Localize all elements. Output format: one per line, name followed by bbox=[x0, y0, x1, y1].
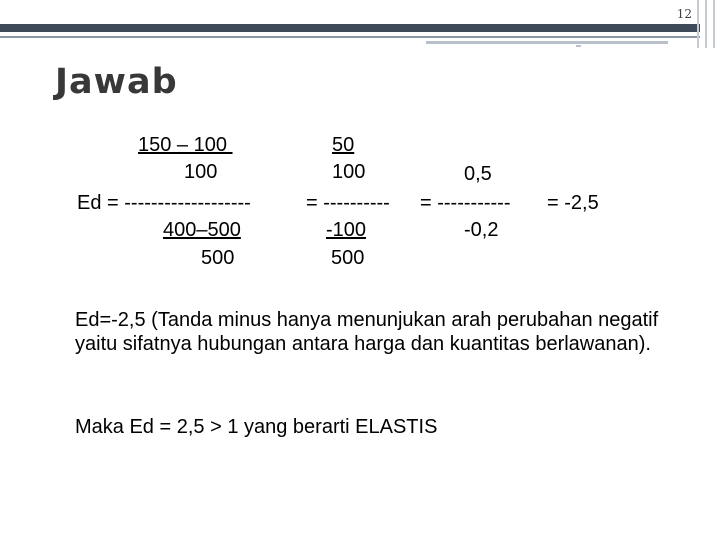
page-number: 12 bbox=[676, 7, 692, 21]
col1-denominator-bottom: 500 bbox=[201, 247, 235, 269]
header-vertical-line bbox=[697, 0, 699, 48]
explanation-paragraph: Ed=-2,5 (Tanda minus hanya menunjukan arah perubahan negatif yaitu sifatnya hubungan antara harga dan kuantitas berlawanan). bbox=[75, 309, 659, 355]
header-vertical-line bbox=[713, 0, 715, 48]
col1-numerator-bottom: 400–500 bbox=[163, 219, 241, 241]
col2-numerator-top: 50 bbox=[332, 134, 355, 156]
col1-denominator-top: 100 bbox=[184, 161, 218, 183]
conclusion-paragraph: Maka Ed = 2,5 > 1 yang berarti ELASTIS bbox=[75, 416, 438, 438]
result-value: = -2,5 bbox=[547, 192, 599, 214]
col2-numerator-bottom: -100 bbox=[326, 219, 367, 241]
col2-denominator-top: 100 bbox=[332, 161, 366, 183]
col2-denominator-bottom: 500 bbox=[331, 247, 365, 269]
slide-title: Jawab bbox=[55, 62, 178, 102]
col3-top-value: 0,5 bbox=[464, 163, 492, 185]
header-dark-bar bbox=[0, 24, 700, 32]
col3-bottom-value: -0,2 bbox=[464, 219, 499, 241]
header-accent-tick bbox=[576, 45, 581, 47]
col1-numerator-top: 150 – 100 bbox=[138, 134, 233, 156]
header-vertical-line bbox=[705, 0, 707, 48]
col3-fraction-line: = ----------- bbox=[420, 192, 511, 214]
col2-fraction-line: = ---------- bbox=[306, 192, 390, 214]
ed-fraction-line: Ed = ------------------- bbox=[77, 192, 251, 214]
header-accent-bar bbox=[426, 41, 668, 44]
header-thin-bar bbox=[0, 36, 700, 38]
